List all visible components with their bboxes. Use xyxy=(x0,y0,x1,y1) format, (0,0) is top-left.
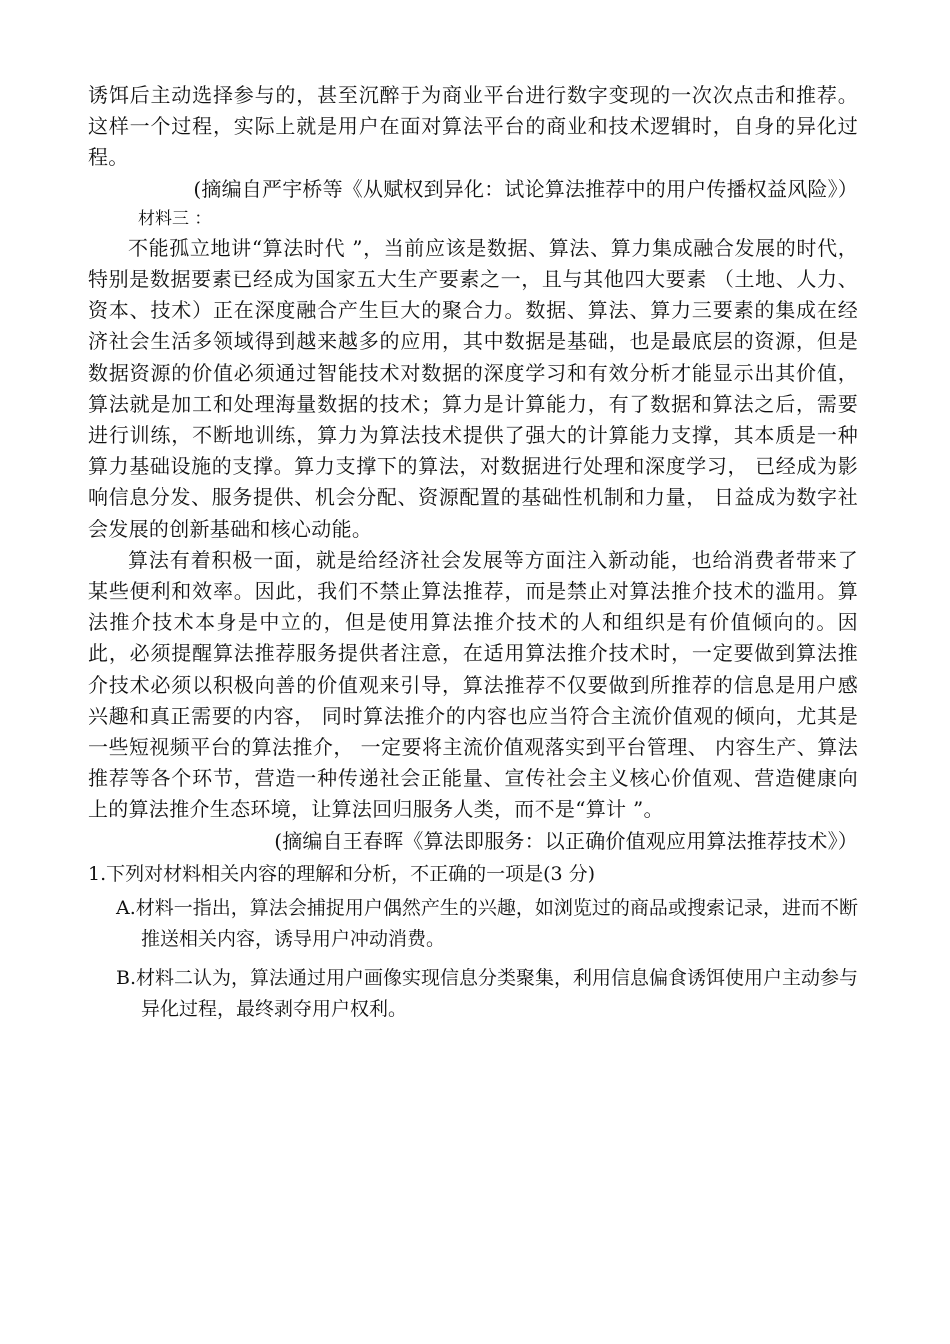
material3-label: 材料三 ： xyxy=(138,208,212,229)
question-1-option-a: A.材料一指出，算法会捕捉用户偶然产生的兴趣，如浏览过的商品或搜索记录，进而不断推送相关内容，诱导用户冲动消费。 xyxy=(116,896,858,950)
material3-paragraph-2: 算法有着积极一面，就是给经济社会发展等方面注入新动能，也给消费者带来了某些便利和效率。因此，我们不禁止算法推荐，而是禁止对算法推介技术的滥用。算法推介技术本身是中立的，但是使用算法推介技术的人和组织是有价值倾向的。因此，必须提醒算法推荐服务提供者注意，在适用算法推介技术时，一定要做到算法推介技术必须以积极向善的价值观来引导，算法推荐不仅要做到所推荐的信息是用户感兴趣和真正需要的内容， 同时算法推介的内容也应当符合主流价值观的倾向，尤其是一些短视频平台的算法推介， 一定要将主流价值观落实到平台管理、 内容生产、算法推荐等各个环节，营造一种传递社会正能量、宣传社会主义核心价值观、营造健康向上的算法推介生态环境，让算法回归服务人类，而不是“算计 ”。 xyxy=(88,547,858,822)
material3-source-citation: (摘编自王春晖《算法即服务：以正确价值观应用算法推荐技术》） xyxy=(274,828,858,853)
material2-source-citation: (摘编自严宇桥等《从赋权到异化：试论算法推荐中的用户传播权益风险》） xyxy=(193,176,858,201)
question-1-option-b: B.材料二认为，算法通过用户画像实现信息分类聚集，利用信息偏食诱饵使用户主动参与异化过程，最终剥夺用户权利。 xyxy=(116,966,859,1020)
material2-tail-paragraph: 诱饵后主动选择参与的，甚至沉醉于为商业平台进行数字变现的一次次点击和推荐。这样一个过程，实际上就是用户在面对算法平台的商业和技术逻辑时，自身的异化过程。 xyxy=(88,83,858,170)
material3-paragraph-1: 不能孤立地讲“算法时代 ”，当前应该是数据、算法、算力集成融合发展的时代，特别是数据要素已经成为国家五大生产要素之一，且与其他四大要素 （土地、人力、资本、技术）正在深度融合产生巨大的聚合力。数据、算法、算力三要素的集成在经济社会生活多领域得到越来越多的应用，其中数据是基础，也是最底层的资源，但是数据资源的价值必须通过智能技术对数据的深度学习和有效分析才能显示出其价值，算法就是加工和处理海量数据的技术；算力是计算能力，有了数据和算法之后，需要进行训练，不断地训练，算力为算法技术提供了强大的计算能力支撑，其本质是一种算力基础设施的支撑。算力支撑下的算法，对数据进行处理和深度学习， 已经成为影响信息分发、服务提供、机会分配、资源配置的基础性机制和力量， 日益成为数字社会发展的创新基础和核心动能。 xyxy=(88,235,858,541)
question-1-stem: 1.下列对材料相关内容的理解和分析，不正确的一项是(3 分) xyxy=(88,862,596,885)
exam-page xyxy=(88,80,858,1033)
